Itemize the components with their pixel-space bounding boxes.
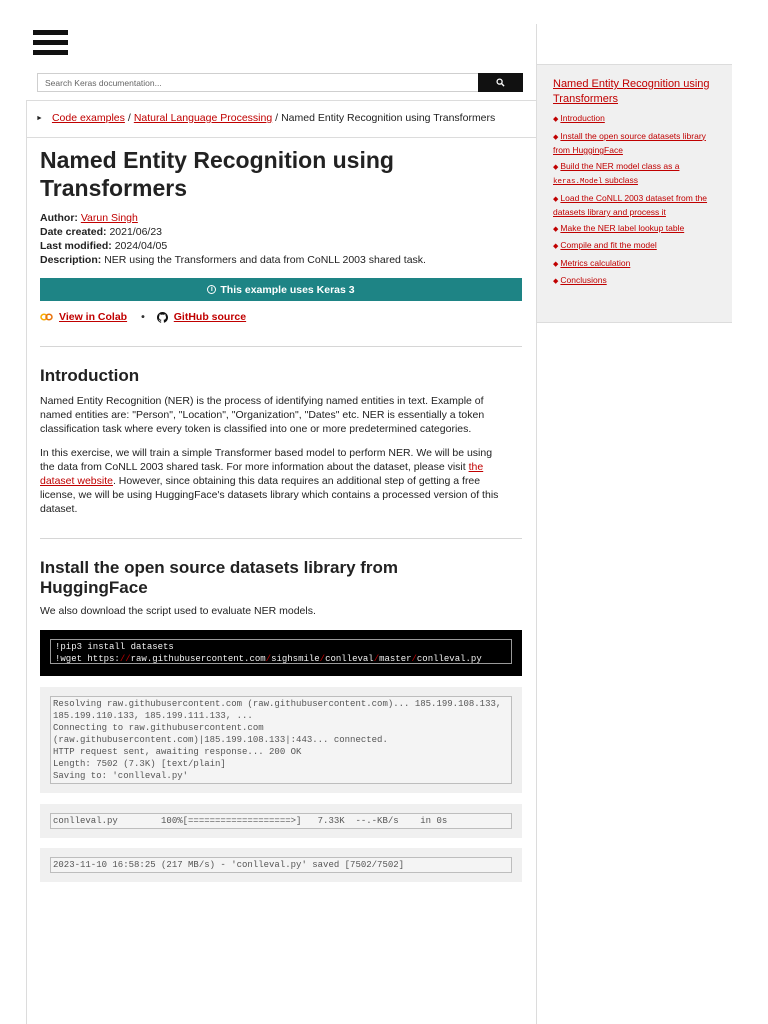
view-in-colab-link[interactable]: View in Colab <box>59 311 128 323</box>
github-icon <box>157 312 168 323</box>
link-separator: • <box>141 311 145 323</box>
diamond-bullet-icon: ◆ <box>553 195 559 203</box>
code-token: / <box>411 654 417 664</box>
breadcrumb-separator: / <box>275 112 279 124</box>
intro-paragraph-2 <box>40 446 505 516</box>
output-text: Resolving raw.githubusercontent.com (raw.githubusercontent.com)... 185.199.108.133, 185.199.110.133, 185.199.111.133, ... Connecting to raw.githubusercontent.com (raw.githubusercontent.com)|185.199.108.133|:443... connected. HTTP request sent, awaiting response... 200 OK Length: 7502 (7.3K) [text/plain] Saving to: 'conlleval.py' <box>50 696 512 784</box>
toc-text: subclass <box>604 175 638 185</box>
info-icon: i <box>207 285 216 294</box>
code-token: / <box>319 654 326 664</box>
toc-code: keras.Model <box>553 178 603 186</box>
code-text[interactable] <box>50 639 512 664</box>
section-heading-introduction: Introduction <box>40 366 140 385</box>
toc-link-conclusions[interactable]: Conclusions <box>560 275 607 285</box>
search-button[interactable] <box>478 73 523 92</box>
date-created-label: Date created: <box>40 226 107 238</box>
intro-paragraph-1: Named Entity Recognition (NER) is the process of identifying named entities in text. Example of named entities are: "Person", "Location", "Organization", "Dates" etc. NER is essentially a token classification task where every token is classified into one or more predetermined categories. <box>40 395 485 435</box>
toc-link-build-model[interactable] <box>553 161 679 186</box>
diamond-bullet-icon: ◆ <box>553 225 559 233</box>
menu-hamburger-icon[interactable] <box>33 30 68 56</box>
toc-item <box>553 257 723 272</box>
code-token: / <box>125 654 131 664</box>
divider <box>40 346 522 347</box>
code-token: / <box>265 654 272 664</box>
output-text: conlleval.py 100%[===================>] 7.33K --.-KB/s in 0s <box>50 813 512 829</box>
toc-item <box>553 239 723 254</box>
date-created: 2021/06/23 <box>109 226 163 238</box>
code-token: master <box>379 654 412 664</box>
toc-item <box>553 160 723 189</box>
toc-item <box>553 274 723 289</box>
output-text: 2023-11-10 16:58:25 (217 MB/s) - 'conlleval.py' saved [7502/7502] <box>50 857 512 873</box>
search-icon <box>496 78 505 87</box>
keras3-banner <box>40 278 522 301</box>
breadcrumb-current: Named Entity Recognition using Transformers <box>281 112 496 124</box>
page-title: Named Entity Recognition using Transformers <box>40 147 394 201</box>
toc-link-install[interactable]: Install the open source datasets library from HuggingFace <box>553 130 706 155</box>
output-block-3 <box>40 848 522 882</box>
divider <box>40 538 522 539</box>
menu-bar <box>33 50 68 55</box>
description-label: Description: <box>40 254 102 266</box>
toc-list <box>553 112 723 292</box>
breadcrumb-nlp[interactable]: Natural Language Processing <box>133 112 273 124</box>
author-label: Author: <box>40 212 78 224</box>
toc-title-link[interactable]: Named Entity Recognition using Transformers <box>553 78 710 105</box>
diamond-bullet-icon: ◆ <box>553 278 559 285</box>
code-token: conlleval <box>325 654 374 664</box>
diamond-bullet-icon: ◆ <box>553 133 559 141</box>
toc-item <box>553 222 723 237</box>
source-links <box>40 311 246 323</box>
install-paragraph: We also download the script used to evaluate NER models. <box>40 605 316 617</box>
toc-text: Build the NER model class as a <box>560 160 680 171</box>
output-block-2 <box>40 804 522 838</box>
code-token: raw.githubusercontent.com <box>130 654 266 664</box>
code-line-1: !pip3 install datasets <box>55 642 174 652</box>
diamond-bullet-icon: ◆ <box>553 116 559 123</box>
author-link[interactable]: Varun Singh <box>80 212 138 224</box>
menu-bar <box>33 30 68 35</box>
toc-link-metrics[interactable]: Metrics calculation <box>560 257 631 268</box>
code-token: / <box>119 654 126 664</box>
toc-item <box>553 112 723 127</box>
toc-item <box>553 130 723 157</box>
last-modified-label: Last modified: <box>40 240 112 252</box>
intro-p2-text: . However, since obtaining this data requires an additional step of getting a free license, we will be using HuggingFace's datasets library which contains a processed version of this dataset. <box>40 475 499 515</box>
last-modified: 2024/04/05 <box>114 240 168 252</box>
toc-item <box>553 192 723 219</box>
search-input[interactable] <box>37 73 478 92</box>
toc-link-introduction[interactable]: Introduction <box>560 113 605 123</box>
breadcrumb-code-examples[interactable]: Code examples <box>51 112 125 124</box>
divider <box>27 137 536 138</box>
keras3-banner-text: This example uses Keras 3 <box>220 283 355 296</box>
search-bar <box>37 73 523 92</box>
article-meta <box>40 211 426 267</box>
output-block-1 <box>40 687 522 793</box>
diamond-bullet-icon: ◆ <box>553 260 559 268</box>
toc-link-load-dataset[interactable]: Load the CoNLL 2003 dataset from the datasets library and process it <box>553 192 708 217</box>
code-token: / <box>373 654 380 664</box>
description: NER using the Transformers and data from CoNLL 2003 shared task. <box>104 254 426 266</box>
diamond-bullet-icon: ◆ <box>553 243 559 250</box>
code-block <box>40 630 522 676</box>
github-source-link[interactable]: GitHub source <box>173 311 247 323</box>
colab-icon <box>40 313 53 321</box>
breadcrumb <box>36 112 495 124</box>
code-token: conlleval.py <box>416 654 482 664</box>
code-token: sighsmile <box>271 654 320 664</box>
section-heading-install: Install the open source datasets library from HuggingFace <box>40 558 399 597</box>
diamond-bullet-icon: ◆ <box>553 163 559 171</box>
code-token: !wget https: <box>55 654 120 664</box>
breadcrumb-separator: / <box>127 112 131 124</box>
code-line-2 <box>55 654 482 664</box>
toc-link-compile-fit[interactable]: Compile and fit the model <box>560 240 657 250</box>
menu-bar <box>33 40 68 45</box>
intro-p2-text: In this exercise, we will train a simple Transformer based model to perform NER. We will be using the data from CoNLL 2003 shared task. For more information about the dataset, please visit <box>40 447 493 473</box>
breadcrumb-arrow-icon: ► <box>36 114 43 122</box>
toc-link-lookup-table[interactable]: Make the NER label lookup table <box>560 222 685 233</box>
dataset-website-link[interactable]: the dataset website <box>40 461 484 487</box>
